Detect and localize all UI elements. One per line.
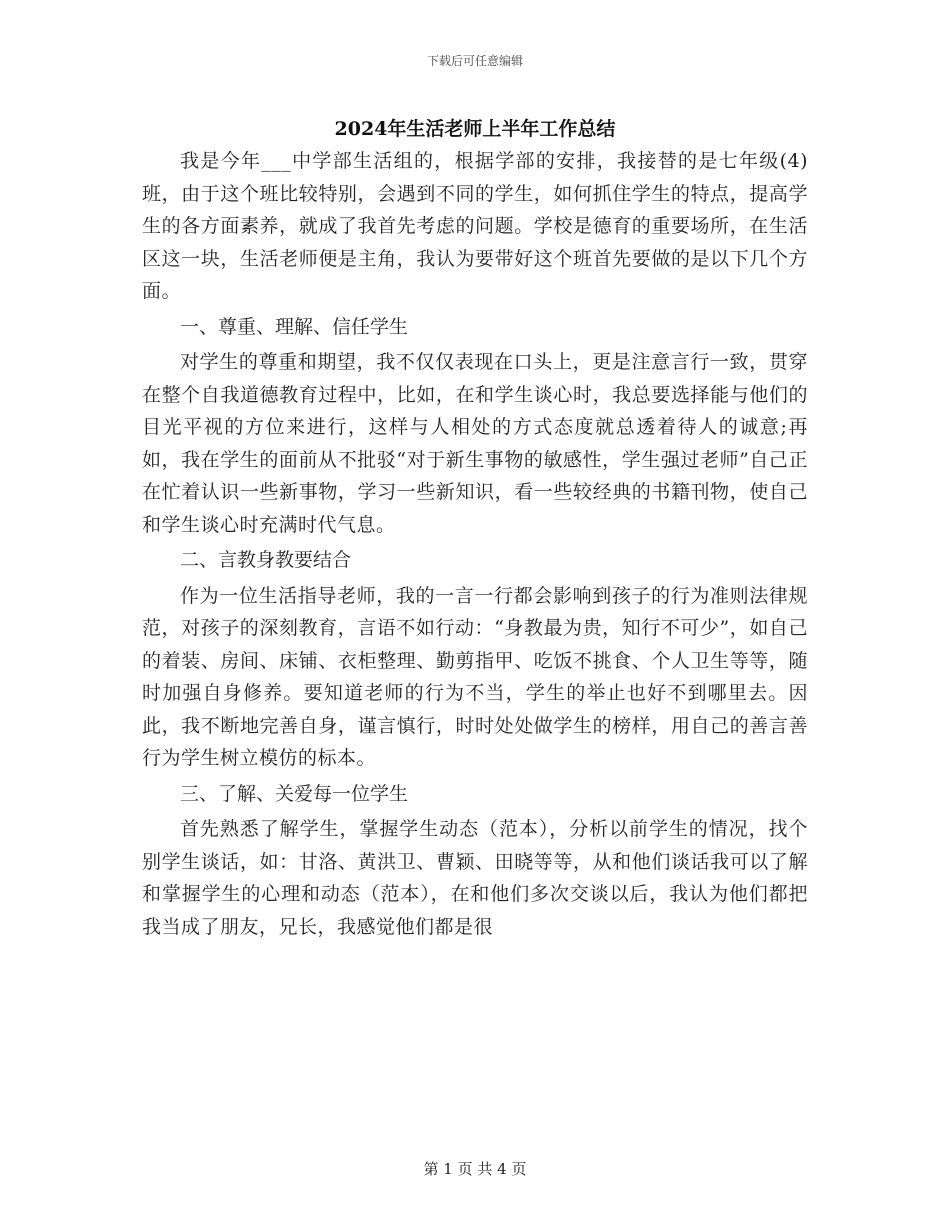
intro-paragraph: 我是今年___中学部生活组的，根据学部的安排，我接替的是七年级(4)班，由于这个班比较特别，会遇到不同的学生，如何抓住学生的特点，提高学生的各方面素养，就成了我首先考虑的问题。学校是德育的重要场所，在生活区这一块，生活老师便是主角，我认为要带好这个班首先要做的是以下几个方面。	[142, 150, 808, 302]
page-footer: 第 1 页 共 4 页	[423, 1160, 527, 1178]
page-header: 下载后可任意编辑	[426, 54, 523, 68]
section-3-heading: 三、了解、关爱每一位学生	[180, 782, 409, 805]
section-2-paragraph: 作为一位生活指导老师，我的一言一行都会影响到孩子的行为准则法律规范，对孩子的深刻教育，言语不如行动：“身教最为贵，知行不可少”，如自己的着装、房间、床铺、衣柜整理、勤剪指甲、吃饭不挑食、个人卫生等等，随时加强自身修养。要知道老师的行为不当，学生的举止也好不到哪里去。因此，我不断地完善自身，谨言慎行，时时处处做学生的榜样，用自己的善言善行为学生树立模仿的标本。	[142, 584, 808, 769]
section-1-heading: 一、尊重、理解、信任学生	[180, 315, 409, 338]
section-2-heading: 二、言教身教要结合	[180, 549, 352, 571]
document-title: 2024年生活老师上半年工作总结	[334, 118, 616, 140]
section-3-paragraph: 首先熟悉了解学生，掌握学生动态（范本），分析以前学生的情况，找个别学生谈话，如：甘洛、黄洪卫、曹颖、田晓等等，从和他们谈话我可以了解和掌握学生的心理和动态（范本），在和他们多次交谈以后，我认为他们都把我当成了朋友，兄长，我感觉他们都是很	[142, 818, 808, 938]
section-1-paragraph: 对学生的尊重和期望，我不仅仅表现在口头上，更是注意言行一致，贯穿在整个自我道德教育过程中，比如，在和学生谈心时，我总要选择能与他们的目光平视的方位来进行，这样与人相处的方式态度就总透着待人的诚意;再如，我在学生的面前从不批驳“对于新生事物的敏感性，学生强过老师”自己正在忙着认识一些新事物，学习一些新知识，看一些较经典的书籍刊物，使自己和学生谈心时充满时代气息。	[142, 351, 808, 536]
document-body	[142, 145, 808, 943]
